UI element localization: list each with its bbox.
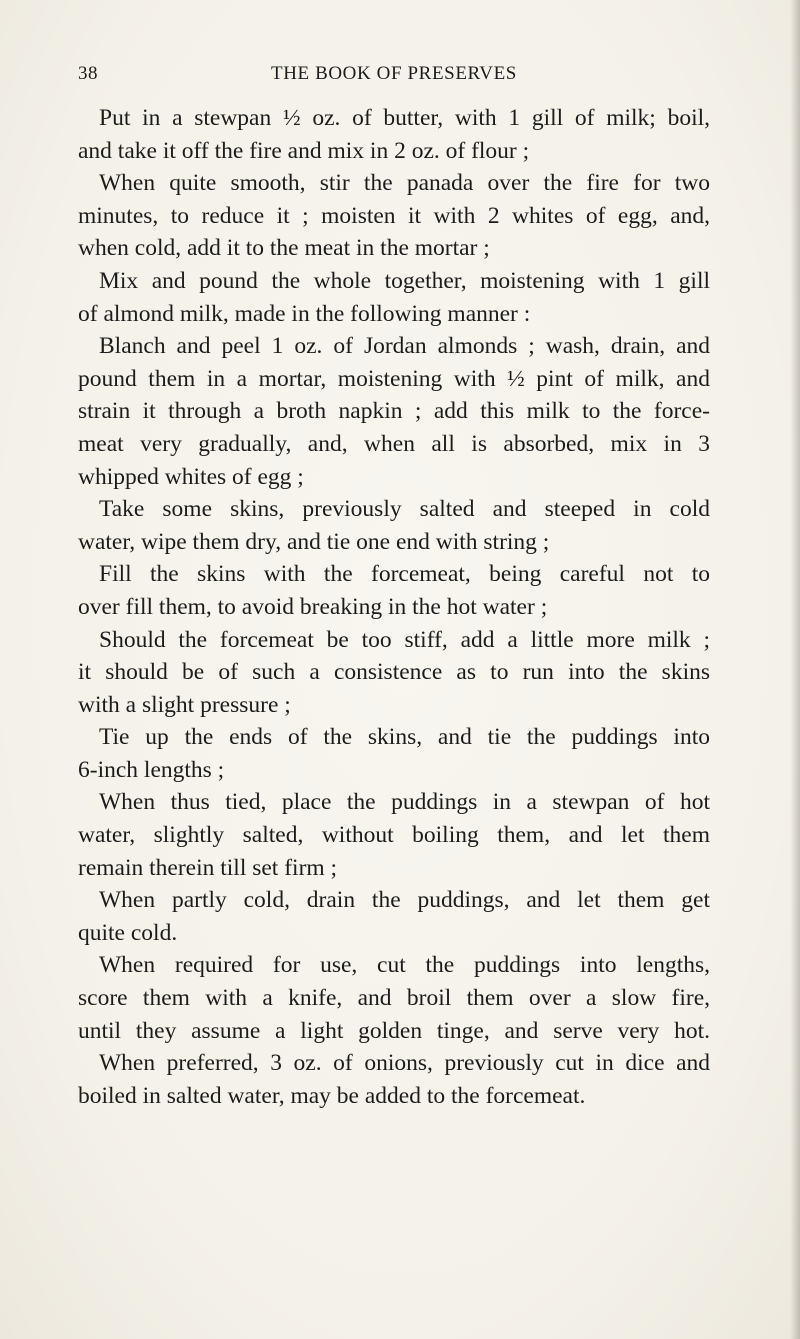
- text-line: meat very gradually, and, when all is absorbed, mix in 3: [78, 430, 710, 457]
- text-line: When quite smooth, stir the panada over the fire for two: [99, 170, 710, 197]
- running-title: THE BOOK OF PRESERVES: [271, 63, 517, 84]
- text-line: boiled in salted water, may be added to the forcemeat.: [78, 1082, 586, 1109]
- page-number: 38: [78, 63, 98, 84]
- text-line: of almond milk, made in the following manner :: [78, 300, 531, 327]
- text-line: Fill the skins with the forcemeat, being careful not to: [99, 561, 710, 588]
- text-line: whipped whites of egg ;: [78, 463, 304, 490]
- text-line: it should be of such a consistence as to run into the skins: [78, 659, 710, 686]
- text-line: when cold, add it to the meat in the mortar ;: [78, 235, 490, 262]
- recipe-text: [78, 102, 710, 1112]
- text-line: strain it through a broth napkin ; add this milk to the force-: [78, 398, 710, 425]
- text-line: When partly cold, drain the puddings, and let them get: [99, 887, 710, 914]
- text-line: When thus tied, place the puddings in a stewpan of hot: [99, 789, 710, 816]
- text-line: water, slightly salted, without boiling them, and let them: [78, 822, 710, 849]
- text-line: water, wipe them dry, and tie one end with string ;: [78, 528, 550, 555]
- text-line: Tie up the ends of the skins, and tie the puddings into: [99, 724, 710, 751]
- text-line: remain therein till set firm ;: [78, 854, 338, 881]
- text-line: over fill them, to avoid breaking in the hot water ;: [78, 593, 548, 620]
- text-line: score them with a knife, and broil them over a slow fire,: [78, 985, 710, 1012]
- text-line: Mix and pound the whole together, moistening with 1 gill: [99, 267, 710, 294]
- text-line: pound them in a mortar, moistening with ½ pint of milk, and: [78, 365, 710, 392]
- text-line: with a slight pressure ;: [78, 691, 291, 718]
- text-line: Should the forcemeat be too stiff, add a little more milk ;: [99, 626, 710, 653]
- text-line: 6-inch lengths ;: [78, 756, 225, 783]
- page-edge-shadow: [790, 0, 800, 1339]
- text-line: When required for use, cut the puddings into lengths,: [99, 952, 710, 979]
- text-line: minutes, to reduce it ; moisten it with 2 whites of egg, and,: [78, 202, 710, 229]
- text-line: When preferred, 3 oz. of onions, previously cut in dice and: [99, 1050, 710, 1077]
- text-line: and take it off the fire and mix in 2 oz. of flour ;: [78, 137, 530, 164]
- page-header: [78, 63, 710, 89]
- text-line: Put in a stewpan ½ oz. of butter, with 1 gill of milk; boil,: [99, 105, 710, 131]
- text-line: Take some skins, previously salted and steeped in cold: [99, 496, 710, 523]
- text-line: Blanch and peel 1 oz. of Jordan almonds ; wash, drain, and: [99, 333, 710, 360]
- text-line: quite cold.: [78, 919, 178, 946]
- text-line: until they assume a light golden tinge, and serve very hot.: [78, 1017, 710, 1044]
